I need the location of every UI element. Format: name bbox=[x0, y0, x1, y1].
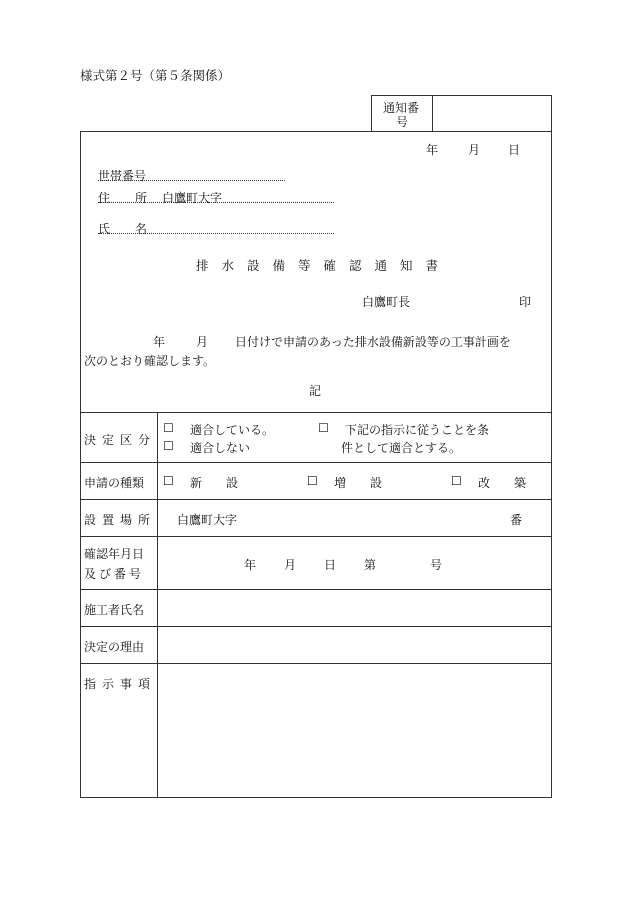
confirm-month: 月 bbox=[284, 558, 297, 572]
seal-mark: 印 bbox=[519, 295, 532, 309]
household-number-field[interactable] bbox=[98, 180, 285, 181]
confirm-go: 号 bbox=[430, 558, 443, 572]
name-field[interactable] bbox=[98, 233, 334, 234]
date-day: 日 bbox=[508, 143, 521, 157]
household-number-label: 世帯番号 bbox=[98, 169, 147, 183]
location-field[interactable] bbox=[240, 502, 500, 532]
application-new-checkbox[interactable]: ☐ bbox=[163, 474, 174, 488]
address-field[interactable] bbox=[98, 202, 334, 203]
body-line-1: 日付けで申請のあった排水設備新設等の工事計画を bbox=[235, 335, 511, 349]
decision-opt2-label-cont: 件として適合とする。 bbox=[341, 441, 462, 455]
address-value: 白鷹町大字 bbox=[162, 191, 223, 205]
application-type-label: 申請の種類 bbox=[84, 476, 145, 490]
notice-number-label-2: 号 bbox=[396, 115, 409, 129]
confirm-label-2: 及び番号 bbox=[84, 567, 145, 581]
confirm-label-1: 確認年月日 bbox=[84, 547, 145, 561]
ki-mark: 記 bbox=[309, 384, 322, 398]
notice-number-label-1: 通知番 bbox=[383, 101, 420, 115]
location-label: 設置場所 bbox=[84, 513, 157, 527]
body-month: 月 bbox=[196, 335, 209, 349]
contractor-field[interactable] bbox=[158, 590, 551, 626]
confirm-day: 日 bbox=[324, 558, 337, 572]
decision-opt2-checkbox[interactable]: ☐ bbox=[318, 421, 329, 435]
application-mod-label: 改 築 bbox=[478, 476, 527, 490]
date-year: 年 bbox=[426, 143, 439, 157]
name-label-1: 氏 bbox=[98, 222, 111, 236]
confirm-year: 年 bbox=[244, 558, 257, 572]
confirm-dai: 第 bbox=[364, 558, 377, 572]
application-mod-checkbox[interactable]: ☐ bbox=[451, 474, 462, 488]
decision-label: 決定区分 bbox=[84, 433, 157, 447]
body-year: 年 bbox=[153, 335, 166, 349]
date-month: 月 bbox=[468, 143, 481, 157]
application-add-label: 増 設 bbox=[334, 476, 383, 490]
name-label-2: 名 bbox=[135, 222, 148, 236]
instructions-field[interactable] bbox=[158, 664, 551, 797]
decision-opt3-checkbox[interactable]: ☐ bbox=[163, 439, 174, 453]
document-title: 排水設備等確認通知書 bbox=[196, 258, 452, 273]
application-new-label: 新 設 bbox=[190, 476, 239, 490]
decision-opt2-label: 下記の指示に従うことを条 bbox=[345, 423, 490, 437]
decision-opt1-checkbox[interactable]: ☐ bbox=[163, 421, 174, 435]
address-label-1: 住 bbox=[98, 191, 111, 205]
form-id: 様式第２号（第５条関係） bbox=[80, 68, 231, 83]
location-suffix: 番 bbox=[510, 513, 523, 527]
contractor-label: 施工者氏名 bbox=[84, 603, 145, 617]
application-add-checkbox[interactable]: ☐ bbox=[307, 474, 318, 488]
notice-number-field[interactable] bbox=[433, 96, 550, 130]
decision-opt1-label: 適合している。 bbox=[190, 423, 275, 437]
body-line-2: 次のとおり確認します。 bbox=[84, 354, 216, 368]
reason-label: 決定の理由 bbox=[84, 640, 145, 654]
location-value: 白鷹町大字 bbox=[177, 513, 238, 527]
instructions-label: 指示事項 bbox=[84, 677, 157, 691]
address-label-2: 所 bbox=[135, 191, 148, 205]
decision-opt3-label: 適合しない bbox=[190, 441, 251, 455]
reason-field[interactable] bbox=[158, 627, 551, 663]
issuer: 白鷹町長 bbox=[362, 295, 411, 309]
